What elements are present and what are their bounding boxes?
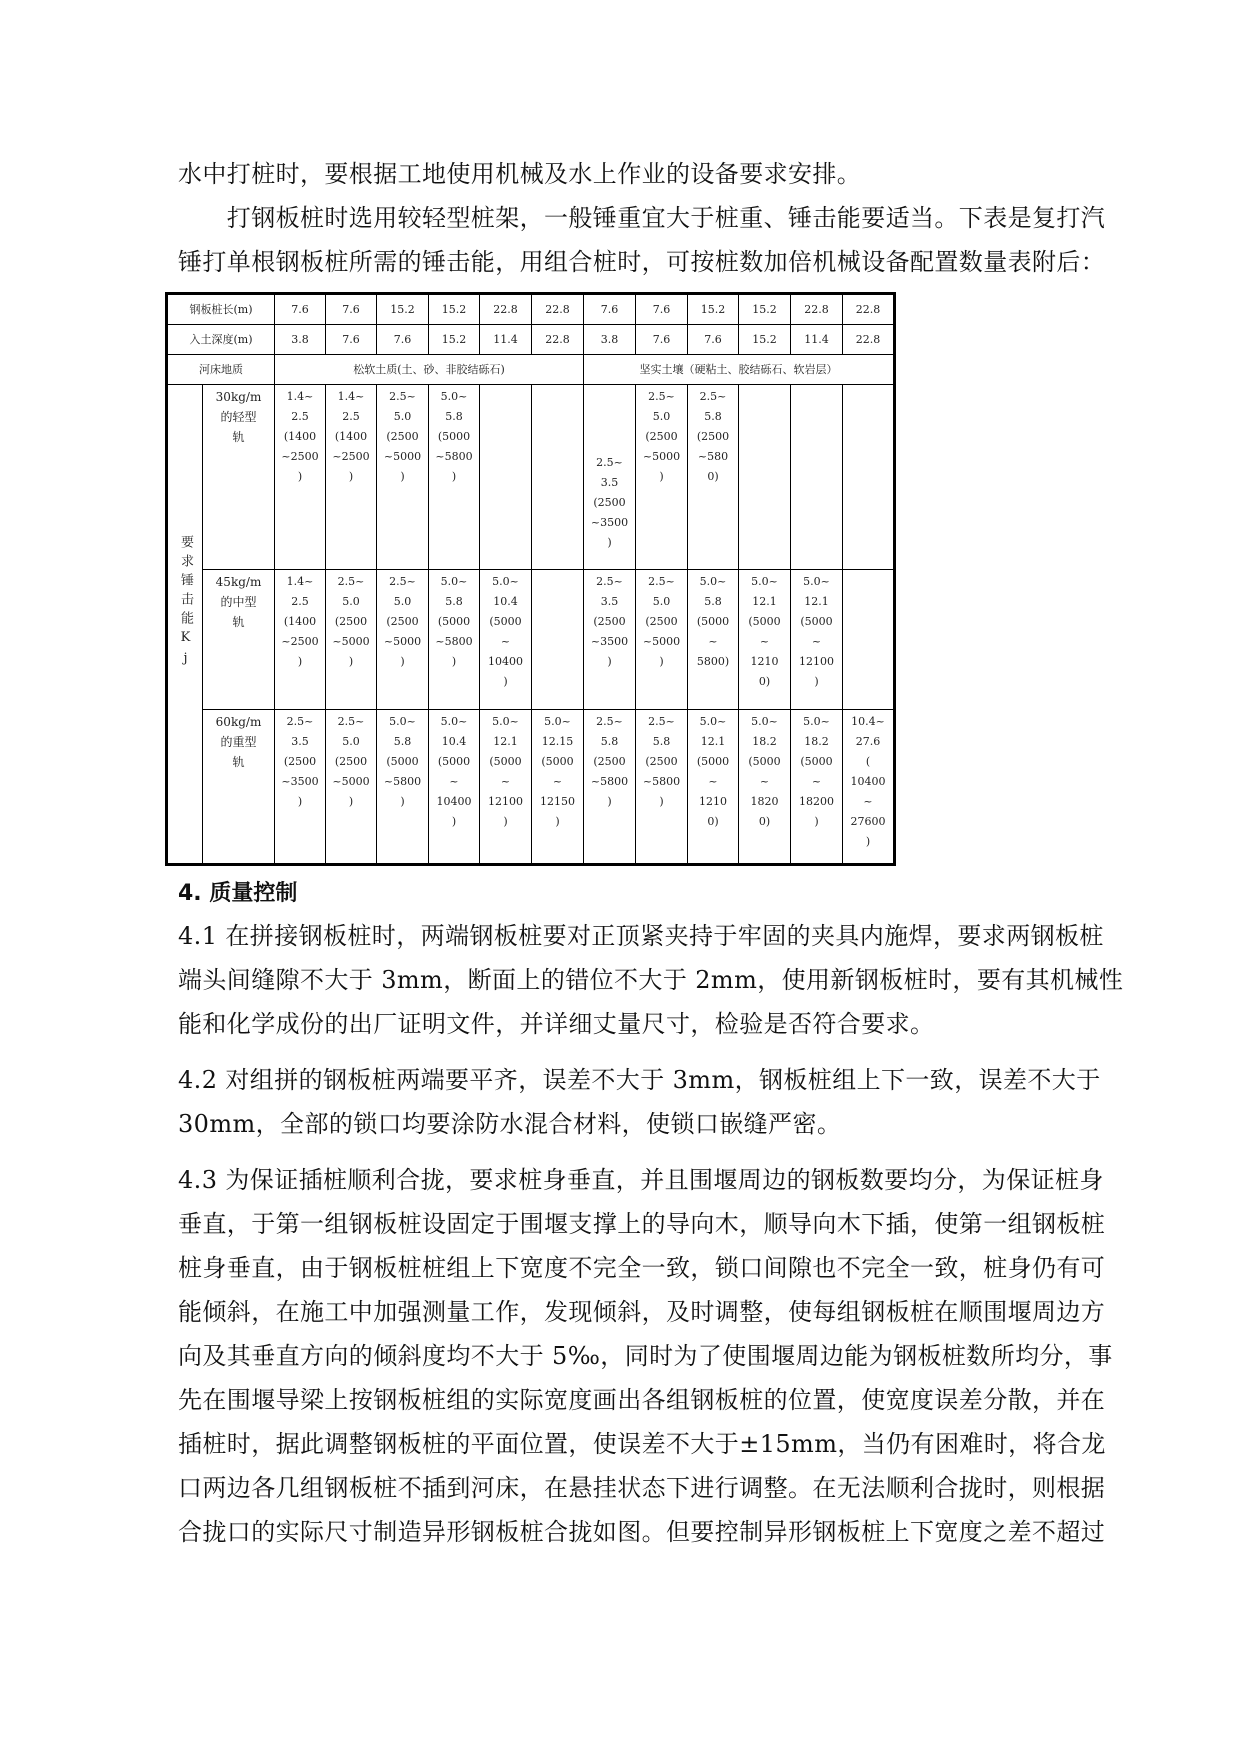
depth-cell: 7.6 <box>636 325 688 355</box>
paragraph-4-3-line: 垂直，于第一组钢板桩设固定于围堰支撑上的导向木，顺导向木下插，使第一组钢板桩 <box>178 1210 1106 1238</box>
energy-cell: 5.0~ 12.15 (5000 ~ 12150 ) <box>532 710 584 865</box>
length-cell: 7.6 <box>636 294 688 325</box>
energy-cell: 2.5~ 5.8 (2500 ~580 0) <box>688 385 739 570</box>
paragraph-4-3-line: 插桩时，据此调整钢板桩的平面位置，使误差不大于±15mm，当仍有困难时，将合龙 <box>178 1430 1106 1458</box>
energy-cell: 5.0~ 10.4 (5000 ~ 10400 ) <box>429 710 480 865</box>
paragraph-4-3-line: 能倾斜，在施工中加强测量工作，发现倾斜，及时调整，使每组钢板桩在顺围堰周边方 <box>178 1298 1106 1326</box>
depth-cell: 11.4 <box>480 325 532 355</box>
depth-cell: 15.2 <box>739 325 791 355</box>
depth-cell: 7.6 <box>688 325 739 355</box>
energy-cell: 2.5~ 5.0 (2500 ~5000 ) <box>636 570 688 710</box>
rail-label-medium: 45kg/m 的中型 轨 <box>203 570 275 710</box>
length-cell: 7.6 <box>326 294 377 325</box>
depth-cell: 22.8 <box>843 325 895 355</box>
side-label-cell <box>167 385 203 865</box>
soil-hard-label: 坚实土壤（硬粘土、胶结砾石、软岩层） <box>584 355 895 385</box>
energy-cell: 5.0~ 18.2 (5000 ~ 1820 0) <box>739 710 791 865</box>
energy-cell: 5.0~ 5.8 (5000 ~5800 ) <box>429 385 480 570</box>
length-cell: 7.6 <box>584 294 636 325</box>
table-row-rail-medium <box>167 570 895 710</box>
energy-cell: 2.5~ 3.5 (2500 ~3500 ) <box>584 385 636 570</box>
table-row-length <box>167 294 895 325</box>
energy-cell <box>843 385 895 570</box>
paragraph-hammer-line-2: 锤打单根钢板桩所需的锤击能，用组合桩时，可按桩数加倍机械设备配置数量表附后： <box>178 248 1106 276</box>
energy-cell: 5.0~ 12.1 (5000 ~ 12100 ) <box>791 570 843 710</box>
energy-cell: 5.0~ 5.8 (5000 ~ 5800) <box>688 570 739 710</box>
energy-cell: 5.0~ 18.2 (5000 ~ 18200 ) <box>791 710 843 865</box>
depth-cell: 7.6 <box>326 325 377 355</box>
energy-cell <box>532 570 584 710</box>
table-row-depth <box>167 325 895 355</box>
energy-cell: 2.5~ 5.0 (2500 ~5000 ) <box>636 385 688 570</box>
energy-cell: 2.5~ 5.8 (2500 ~5800 ) <box>584 710 636 865</box>
length-cell: 15.2 <box>429 294 480 325</box>
rail-label-heavy: 60kg/m 的重型 轨 <box>203 710 275 865</box>
energy-cell: 1.4~ 2.5 (1400 ~2500 ) <box>275 385 326 570</box>
energy-cell <box>532 385 584 570</box>
depth-cell: 7.6 <box>377 325 429 355</box>
energy-cell: 5.0~ 10.4 (5000 ~ 10400 ) <box>480 570 532 710</box>
energy-cell <box>791 385 843 570</box>
energy-cell <box>739 385 791 570</box>
hammer-energy-label: 要求锤击能Kj <box>178 535 193 672</box>
energy-cell: 2.5~ 5.8 (2500 ~5800 ) <box>636 710 688 865</box>
energy-cell <box>843 570 895 710</box>
table-row-soil <box>167 355 895 385</box>
depth-cell: 3.8 <box>584 325 636 355</box>
depth-cell: 22.8 <box>532 325 584 355</box>
energy-cell: 2.5~ 5.0 (2500 ~5000 ) <box>326 710 377 865</box>
energy-cell: 1.4~ 2.5 (1400 ~2500 ) <box>326 385 377 570</box>
table-row-rail-light <box>167 385 895 570</box>
energy-cell: 2.5~ 3.5 (2500 ~3500 ) <box>584 570 636 710</box>
paragraph-4-3-line: 桩身垂直，由于钢板桩桩组上下宽度不完全一致，锁口间隙也不完全一致，桩身仍有可 <box>178 1254 1106 1282</box>
paragraph-4-3-line: 向及其垂直方向的倾斜度均不大于 5‰，同时为了使围堰周边能为钢板桩数所均分，事 <box>178 1342 1113 1370</box>
energy-cell: 5.0~ 12.1 (5000 ~ 1210 0) <box>739 570 791 710</box>
row-label-length: 钢板桩长(m) <box>167 294 275 325</box>
paragraph-4-3-line: 口两边各几组钢板桩不插到河床，在悬挂状态下进行调整。在无法顺利合拢时，则根据 <box>178 1474 1106 1502</box>
paragraph-4-1-line: 4.1 在拼接钢板桩时，两端钢板桩要对正顶紧夹持于牢固的夹具内施焊，要求两钢板桩 <box>178 922 1104 950</box>
energy-cell: 1.4~ 2.5 (1400 ~2500 ) <box>275 570 326 710</box>
length-cell: 22.8 <box>480 294 532 325</box>
energy-cell: 5.0~ 12.1 (5000 ~ 12100 ) <box>480 710 532 865</box>
energy-cell: 2.5~ 5.0 (2500 ~5000 ) <box>377 570 429 710</box>
paragraph-4-2-line: 4.2 对组拼的钢板桩两端要平齐，误差不大于 3mm，钢板桩组上下一致，误差不大于 <box>178 1066 1101 1094</box>
energy-cell: 10.4~ 27.6 ( 10400 ~ 27600 ) <box>843 710 895 865</box>
paragraph-water-piling: 水中打桩时，要根据工地使用机械及水上作业的设备要求安排。 <box>178 160 862 188</box>
energy-cell: 2.5~ 3.5 (2500 ~3500 ) <box>275 710 326 865</box>
energy-cell: 2.5~ 5.0 (2500 ~5000 ) <box>326 570 377 710</box>
energy-cell <box>480 385 532 570</box>
length-cell: 22.8 <box>532 294 584 325</box>
energy-cell: 2.5~ 5.0 (2500 ~5000 ) <box>377 385 429 570</box>
depth-cell: 3.8 <box>275 325 326 355</box>
length-cell: 15.2 <box>688 294 739 325</box>
energy-cell: 5.0~ 5.8 (5000 ~5800 ) <box>377 710 429 865</box>
length-cell: 15.2 <box>377 294 429 325</box>
paragraph-4-1-line: 端头间缝隙不大于 3mm，断面上的错位不大于 2mm，使用新钢板桩时，要有其机械性 <box>178 966 1124 994</box>
depth-cell: 11.4 <box>791 325 843 355</box>
rail-label-light: 30kg/m 的轻型 轨 <box>203 385 275 570</box>
table-row-rail-heavy <box>167 710 895 865</box>
paragraph-4-1-line: 能和化学成份的出厂证明文件，并详细丈量尺寸，检验是否符合要求。 <box>178 1010 935 1038</box>
section-heading-quality-control: 4. 质量控制 <box>178 881 298 906</box>
hammer-energy-table <box>165 292 896 866</box>
paragraph-hammer-line-1: 打钢板桩时选用较轻型桩架，一般锤重宜大于桩重、锤击能要适当。下表是复打汽 <box>178 204 1106 232</box>
paragraph-4-2-line: 30mm，全部的锁口均要涂防水混合材料，使锁口嵌缝严密。 <box>178 1110 842 1138</box>
energy-cell: 5.0~ 5.8 (5000 ~5800 ) <box>429 570 480 710</box>
row-label-soil: 河床地质 <box>167 355 275 385</box>
length-cell: 7.6 <box>275 294 326 325</box>
paragraph-4-3-line: 合拢口的实际尺寸制造异形钢板桩合拢如图。但要控制异形钢板桩上下宽度之差不超过 <box>178 1518 1106 1546</box>
row-label-depth: 入土深度(m) <box>167 325 275 355</box>
paragraph-4-3-line: 4.3 为保证插桩顺利合拢，要求桩身垂直，并且围堰周边的钢板数要均分，为保证桩身 <box>178 1166 1104 1194</box>
depth-cell: 15.2 <box>429 325 480 355</box>
energy-cell: 5.0~ 12.1 (5000 ~ 1210 0) <box>688 710 739 865</box>
soil-soft-label: 松软土质(土、砂、非胶结砾石) <box>275 355 584 385</box>
length-cell: 22.8 <box>843 294 895 325</box>
length-cell: 22.8 <box>791 294 843 325</box>
paragraph-4-3-line: 先在围堰导梁上按钢板桩组的实际宽度画出各组钢板桩的位置，使宽度误差分散，并在 <box>178 1386 1106 1414</box>
length-cell: 15.2 <box>739 294 791 325</box>
